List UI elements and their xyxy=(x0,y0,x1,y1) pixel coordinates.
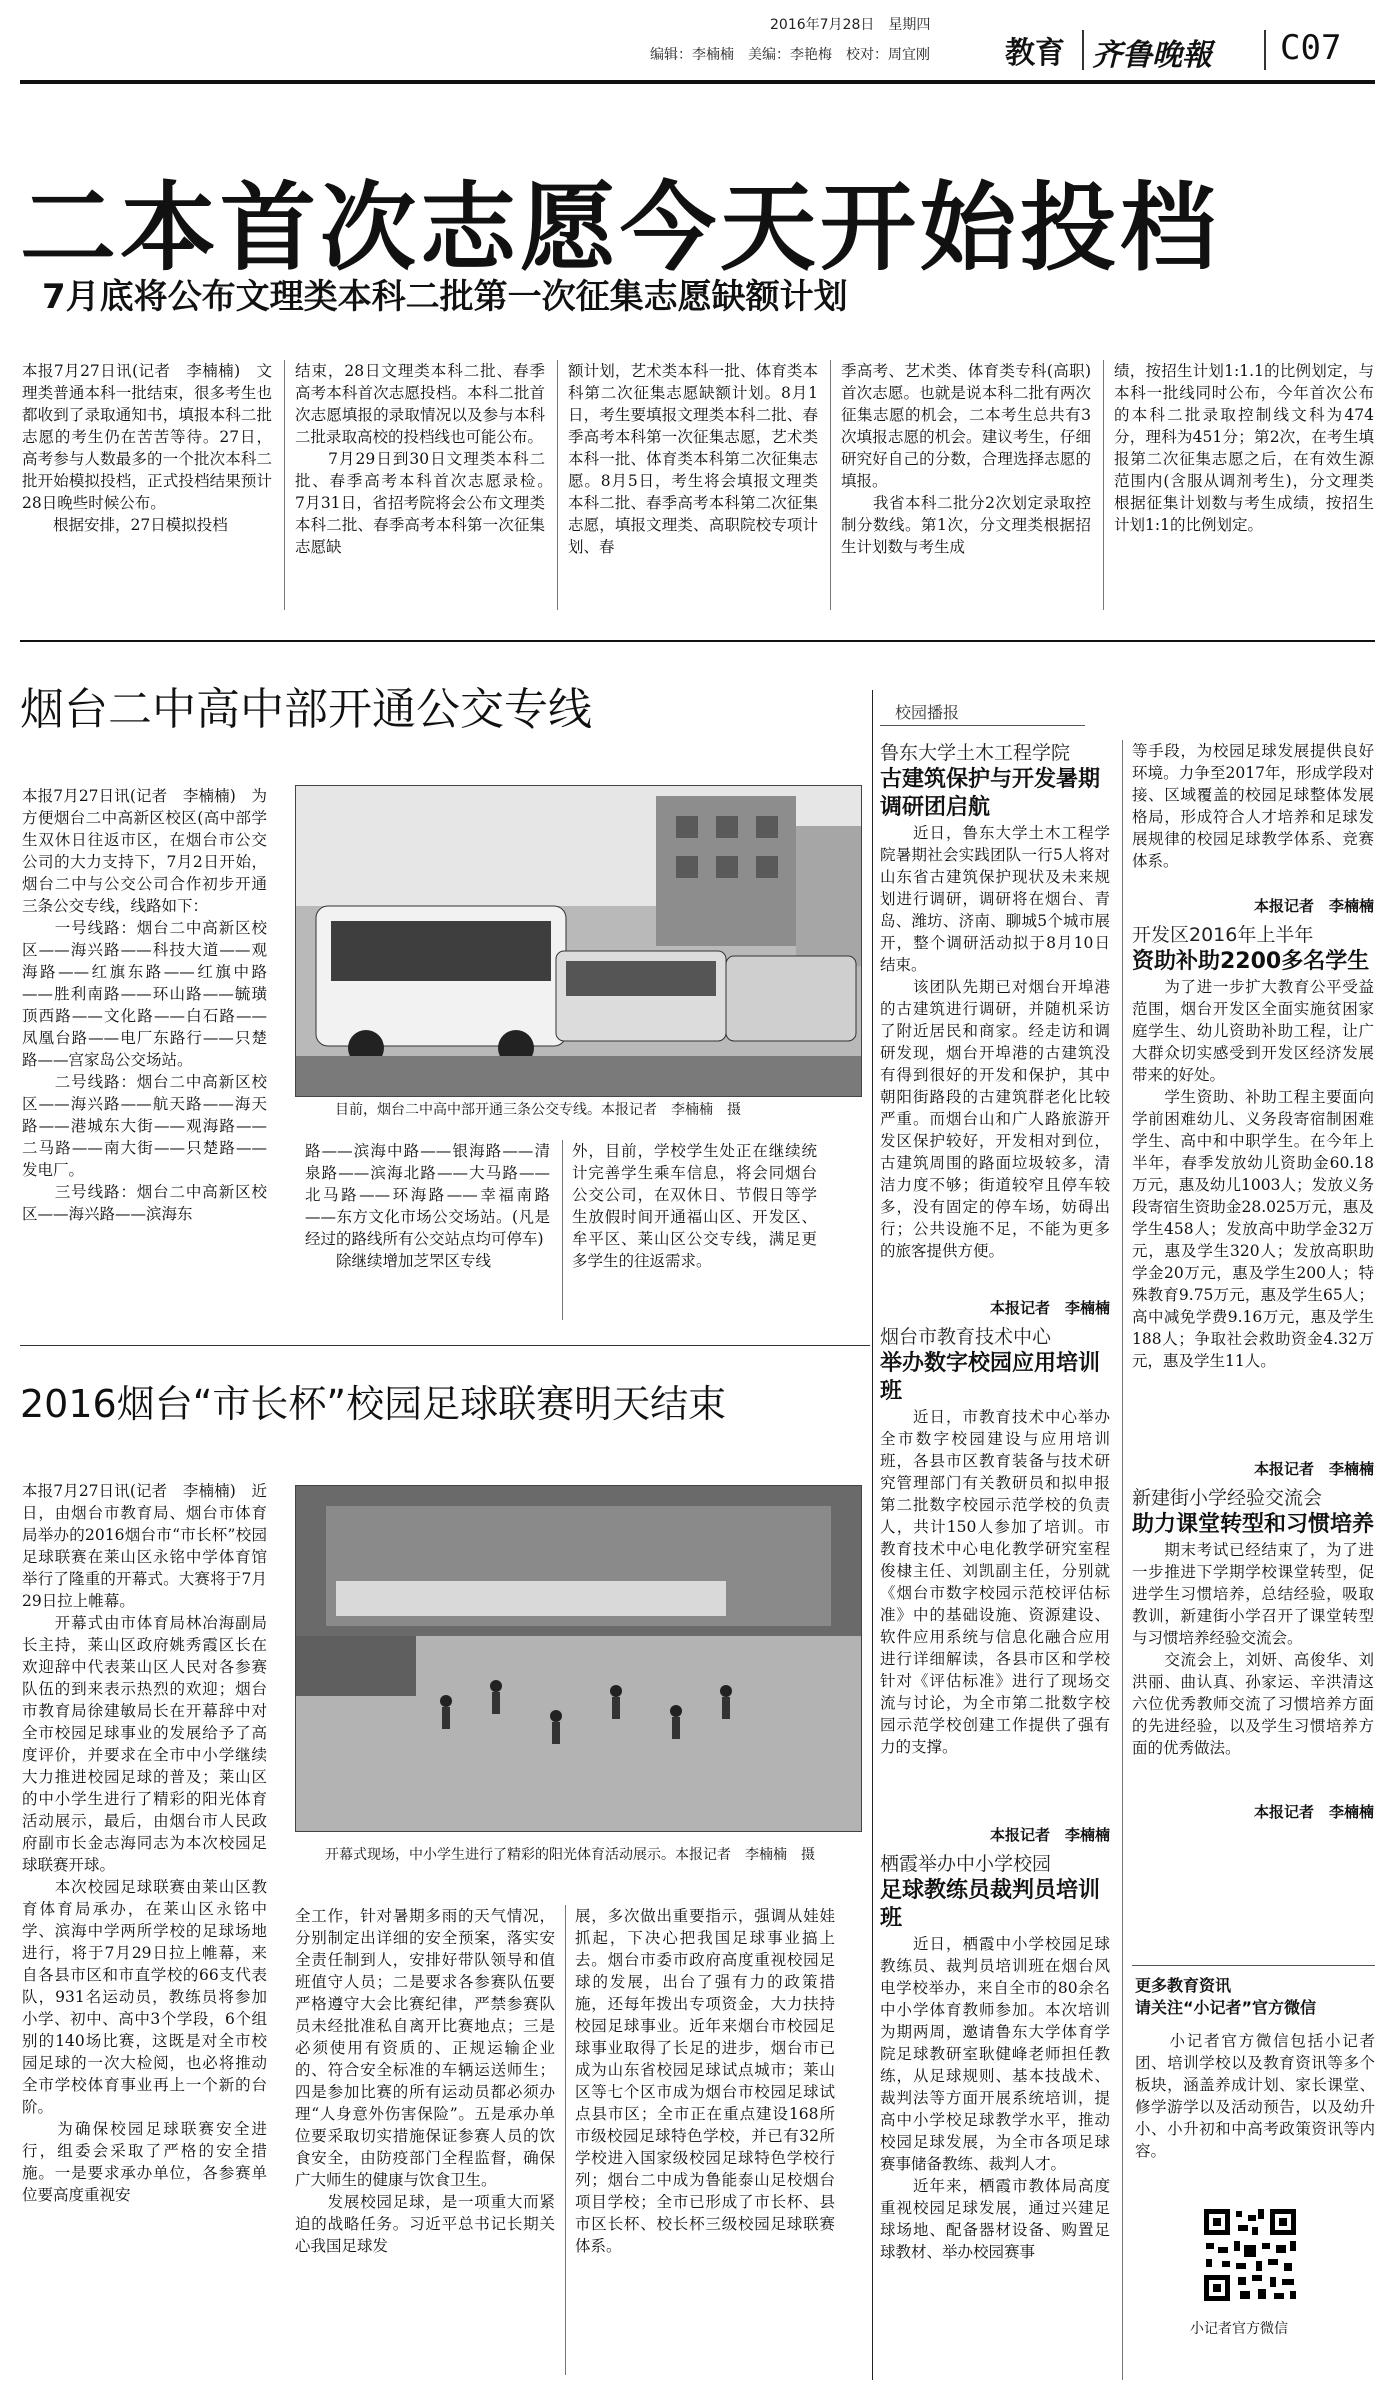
bus-headline: 烟台二中高中部开通公交专线 xyxy=(20,684,592,735)
promo-body: 小记者官方微信包括小记者团、培训学校以及教育资讯等多个板块，涵盖养成计划、家长课堂、修学游学以及活动预告，以及幼升小、小升初和中高考政策资讯等内容。 xyxy=(1135,2032,1375,2160)
football-headline: 2016烟台“市长杯”校园足球联赛明天结束 xyxy=(20,1382,727,1426)
bus-photo-illustration xyxy=(296,786,861,1096)
brief-1-title: 古建筑保护与开发暑期调研团启航 xyxy=(880,767,1101,820)
football-photo xyxy=(295,1485,862,1832)
bus-column-2: 路——滨海中路——银海路——清泉路——滨海北路——大马路——北马路——环海路——幸福南路——东方文化市场公交场站。(凡是经过的路线所有公交站点均可停车) 除继续增加芝罘区专线 xyxy=(305,1142,550,1270)
sidebar-column-b xyxy=(1132,740,1374,1822)
qr-code-icon xyxy=(1200,2205,1300,2305)
newspaper-logo: 齐鲁晚報 xyxy=(1092,38,1212,73)
brief-2-head: 烟台市教育技术中心 xyxy=(880,1326,1052,1348)
football-column-1: 本报7月27日讯(记者 李楠楠) 近日，由烟台市教育局、烟台市体育局举办的2016烟台市“市长杯”校园足球联赛在莱山区永铭中学体育馆举行了隆重的开幕式。大赛将于7月29日拉上帷幕。 开幕式由市体育局林冶海副局长主持，莱山区政府姚秀霞区长在欢迎辞中代表莱山区人民对各参赛队伍的到来表示热烈的欢迎；烟台市教育局徐建敏局长在开幕辞中对全市校园足球事业的发展给予了高度评价，并要求在全市中小学继续大力推进校园足球的普及；莱山区的中小学生进行了精彩的阳光体育活动展示，最后，由烟台市人民政府副市长金志海同志为本次校园足球联赛开球。 本次校园足球联赛由莱山区教育体育局承办，在莱山区永铭中学、滨海中学两所学校的足球场地进行，将于7月29日拉上帷幕，来自各县市区和市直学校的66支代表队，931名运动员，教练员将参加小学、初中、高中3个学段，6个组别的140场比赛，这既是对全市校园足球的一次大检阅，也必将推动全市学校体育事业再上一个新的台阶。 为确保校园足球联赛安全进行，组委会采取了严格的安全措施。一是要求承办单位，各参赛单位要高度重视安 xyxy=(22,1482,267,2204)
lead-column-2: 结束，28日文理类本科二批、春季高考本科首次志愿投档。本科二批首次志愿填报的录取情况以及参与本科二批录取高校的投档线也可能公布。 7月29日到30日文理类本科二批、春季高考本科首次志愿录检。 7月31日，省招考院将会公布文理类本科二批、春季高考本科第一次征集志愿缺 xyxy=(295,362,545,556)
brief-1-continued: 等手段，为校园足球发展提供良好环境。力争至2017年，形成学段对接、区域覆盖的校园足球整体发展格局，形成符合人才培养和足球发展规律的校园足球教学体系、竞赛体系。 xyxy=(1132,742,1374,870)
lead-column-1: 本报7月27日讯(记者 李楠楠) 文理类普通本科一批结束，很多考生也都收到了录取通知书，填报本科二批志愿的考生仍在苦苦等待。27日，高考参与人数最多的一个批次本科二批开始模拟投档，正式投档结果预计28日晚些时候公布。 根据安排，27日模拟投档 xyxy=(22,362,272,534)
bus-photo-caption: 目前，烟台二中高中部开通三条公交专线。本报记者 李楠楠 摄 xyxy=(335,1102,741,1118)
brief-5-byline: 本报记者 李楠楠 xyxy=(1253,1803,1374,1821)
football-photo-caption: 开幕式现场，中小学生进行了精彩的阳光体育活动展示。本报记者 李楠楠 摄 xyxy=(325,1847,815,1863)
brief-4-byline: 本报记者 李楠楠 xyxy=(1253,1460,1374,1478)
wechat-qr-code[interactable] xyxy=(1200,2205,1300,2305)
brief-1-continued-byline: 本报记者 李楠楠 xyxy=(1253,897,1374,915)
brief-3-title: 足球教练员裁判员培训班 xyxy=(880,1878,1101,1931)
lead-headline: 二本首次志愿今天开始投档 xyxy=(20,172,1220,284)
sidebar-label: 校园播报 xyxy=(895,703,960,722)
brief-4-head: 开发区2016年上半年 xyxy=(1132,924,1314,946)
brief-3-head: 栖霞举办中小学校园 xyxy=(880,1853,1052,1875)
brief-1-head: 鲁东大学土木工程学院 xyxy=(880,742,1071,764)
promo-title: 更多教育资讯 请关注“小记者”官方微信 xyxy=(1135,1976,1317,2017)
lead-subheadline: 7月底将公布文理类本科二批第一次征集志愿缺额计划 xyxy=(42,277,848,317)
lead-column-5: 绩，按招生计划1:1.1的比例划定，与本科一批线同时公布，今年首次公布的本科二批录取控制线文科为474分，理科为451分；第2次，在考生填报第二次征集志愿之后，在有效生源范围内(含服从调剂考生)，分文理类根据征集计划数与考生成绩，按招生计划1:1的比例划定。 xyxy=(1114,362,1374,534)
sidebar-column-a xyxy=(880,740,1110,2333)
editor-credits: 编辑：李楠楠 美编：李艳梅 校对：周宜刚 xyxy=(650,47,930,63)
brief-5-body: 期末考试已经结束了，为了进一步推进下学期学校课堂转型，促进学生习惯培养，总结经验，吸取教训，新建街小学召开了课堂转型与习惯培养经验交流会。 交流会上，刘妍、高俊华、刘洪丽、曲认真、孙家运、辛洪清这六位优秀教师交流了习惯培养方面的先进经验，以及学生习惯培养方面的优秀做法。 xyxy=(1132,1541,1374,1757)
brief-2-byline: 本报记者 李楠楠 xyxy=(989,1826,1110,1844)
lead-column-3: 额计划，艺术类本科一批、体育类本科第二次征集志愿缺额计划。8月1日，考生要填报文理类本科二批、春季高考本科第一次征集志愿，艺术类本科一批、体育类本科第二次征集志愿。8月5日，考生将会填报文理类本科二批、春季高考本科第二次征集志愿，填报文理类、高职院校专项计划、春 xyxy=(568,362,818,556)
bus-photo xyxy=(295,785,862,1097)
football-column-2: 全工作，针对暑期多雨的天气情况，分别制定出详细的安全预案，落实安全责任制到人，安排好带队领导和值班值守人员；二是要求各参赛队伍要严格遵守大会比赛纪律，严禁参赛队员未经批准私自离开比赛地点；三是必须使用有资质的、正规运输企业的、符合安全标准的车辆运送师生；四是参加比赛的所有运动员都必须办理“人身意外伤害保险”。五是承办单位要采取切实措施保证参赛人员的饮食安全，由防疫部门全程监督，确保广大师生的健康与饮食卫生。 发展校园足球，是一项重大而紧迫的战略任务。习近平总书记长期关心我国足球发 xyxy=(295,1907,555,2255)
brief-5-head: 新建街小学经验交流会 xyxy=(1132,1487,1323,1509)
football-column-3: 展，多次做出重要指示，强调从娃娃抓起，下决心把我国足球事业搞上去。烟台市委市政府高度重视校园足球的发展，出台了强有力的政策措施，还每年拨出专项资金，大力扶持校园足球事业。近年来烟台市校园足球事业取得了长足的进步，烟台市已成为山东省校园足球试点城市；莱山区等七个区市成为烟台市校园足球试点县市区；全市正在重点建设168所市级校园足球特色学校，并已有32所学校进入国家级校园足球特色学校行列；烟台二中成为鲁能泰山足校烟台项目学校；全市已形成了市长杯、县市区长杯、校长杯三级校园足球联赛体系。 xyxy=(575,1907,835,2255)
section-name: 教育 xyxy=(1005,36,1065,71)
brief-4-body: 为了进一步扩大教育公平受益范围，烟台开发区全面实施贫困家庭学生、幼儿资助补助工程，让广大群众切实感受到开发区经济发展带来的好处。 学生资助、补助工程主要面向学前困难幼儿、义务段寄宿制困难学生、高中和中职学生。在今年上半年，春季发放幼儿资助金60.18万元，惠及幼儿1003人；发放义务段寄宿生资助金28.025万元，惠及学生458人；发放高中助学金32万元，惠及学生320人；发放高职助学金20万元，惠及学生200人；特殊教育9.75万元，惠及学生65人；高中减免学费9.16万元，惠及学生188人；争取社会救助资金4.32万元，惠及学生11人。 xyxy=(1132,978,1374,1370)
bus-column-3: 外，目前，学校学生处正在继续统计完善学生乘车信息，将会同烟台公交公司，在双休日、节假日等学生放假时间开通福山区、开发区、牟平区、莱山区公交专线，满足更多学生的往返需求。 xyxy=(572,1142,817,1270)
lead-column-4: 季高考、艺术类、体育类专科(高职)首次志愿。也就是说本科二批有两次征集志愿的机会，二本考生总共有3次填报志愿的机会。建议考生，仔细研究好自己的分数，合理选择志愿的填报。 我省本科二批分2次划定录取控制分数线。第1次，分文理类根据招生计划数与考生成 xyxy=(841,362,1091,556)
page-number: C07 xyxy=(1280,28,1342,68)
brief-1-byline: 本报记者 李楠楠 xyxy=(989,1299,1110,1317)
brief-5-title: 助力课堂转型和习惯培养 xyxy=(1132,1512,1375,1537)
football-photo-illustration xyxy=(296,1486,861,1831)
brief-2-title: 举办数字校园应用培训班 xyxy=(880,1351,1101,1404)
brief-1-body: 近日，鲁东大学土木工程学院暑期社会实践团队一行5人将对山东省古建筑保护现状及未来规划进行调研，调研将在烟台、青岛、潍坊、济南、聊城5个城市展开，整个调研活动拟于8月10日结束。 该团队先期已对烟台开埠港的古建筑进行调研，并随机采访了附近居民和商家。经走访和调研发现，烟台开埠港的古建筑没有得到很好的开发和保护，其中朝阳街路段的古建筑群老化比较严重。而烟台山和广人路旅游开发区保护较好，开发相对到位，古建筑周围的路面垃圾较多，清洁力度不够；街道较窄且停车较多，没有固定的停车场，妨碍出行；公共设施不足，不能为更多的旅客提供方便。 xyxy=(880,824,1110,1260)
issue-date: 2016年7月28日 星期四 xyxy=(770,17,931,33)
brief-4-title: 资助补助2200多名学生 xyxy=(1132,949,1370,974)
brief-3-body: 近日，栖霞中小学校园足球教练员、裁判员培训班在烟台风电学校举办，来自全市的80余名中小学体育教师参加。本次培训为期两周，邀请鲁东大学体育学院足球教研室耿健峰老师担任教练，从足球规则、基本技战术、裁判法等方面开展系统培训，提高中小学校足球教学水平，推动校园足球发展，为全市各项足球赛事储备教练、裁判人才。 近年来，栖霞市教体局高度重视校园足球发展，通过兴建足球场地、配备器材设备、购置足球教材、举办校园赛事 xyxy=(880,1935,1110,2261)
bus-column-1: 本报7月27日讯(记者 李楠楠) 为方便烟台二中高新区校区(高中部学生双休日往返市区，在烟台市公交公司的大力支持下，7月2日开始，烟台二中与公交公司合作初步开通三条公交专线，线路如下： 一号线路：烟台二中高新区校区——海兴路——科技大道——观海路——红旗东路——红旗中路——胜利南路——环山路——毓璜顶西路——文化路——白石路——凤凰台路——电厂东路行——只楚路——宫家岛公交场站。 二号线路：烟台二中高新区校区——海兴路——航天路——海天路——港城东大街——观海路——二马路——南大街——只楚路——发电厂。 三号线路：烟台二中高新区校区——海兴路——滨海东 xyxy=(22,787,267,1223)
brief-2-body: 近日，市教育技术中心举办全市数字校园建设与应用培训班，各县市区教育装备与技术研究管理部门有关教研员和拟申报第二批数字校园示范学校的负责人，共计150人参加了培训。市教育技术中心电化教学研究室程俊棣主任、刘凯副主任，分别就《烟台市数字校园示范校评估标准》中的基础设施、资源建设、软件应用系统与信息化融合应用进行详细解读，各县市区和学校针对《评估标准》进行了现场交流与讨论，为全市第二批数字校园示范学校创建工作提供了强有力的支撑。 xyxy=(880,1408,1110,1756)
qr-caption: 小记者官方微信 xyxy=(1190,2321,1288,2337)
